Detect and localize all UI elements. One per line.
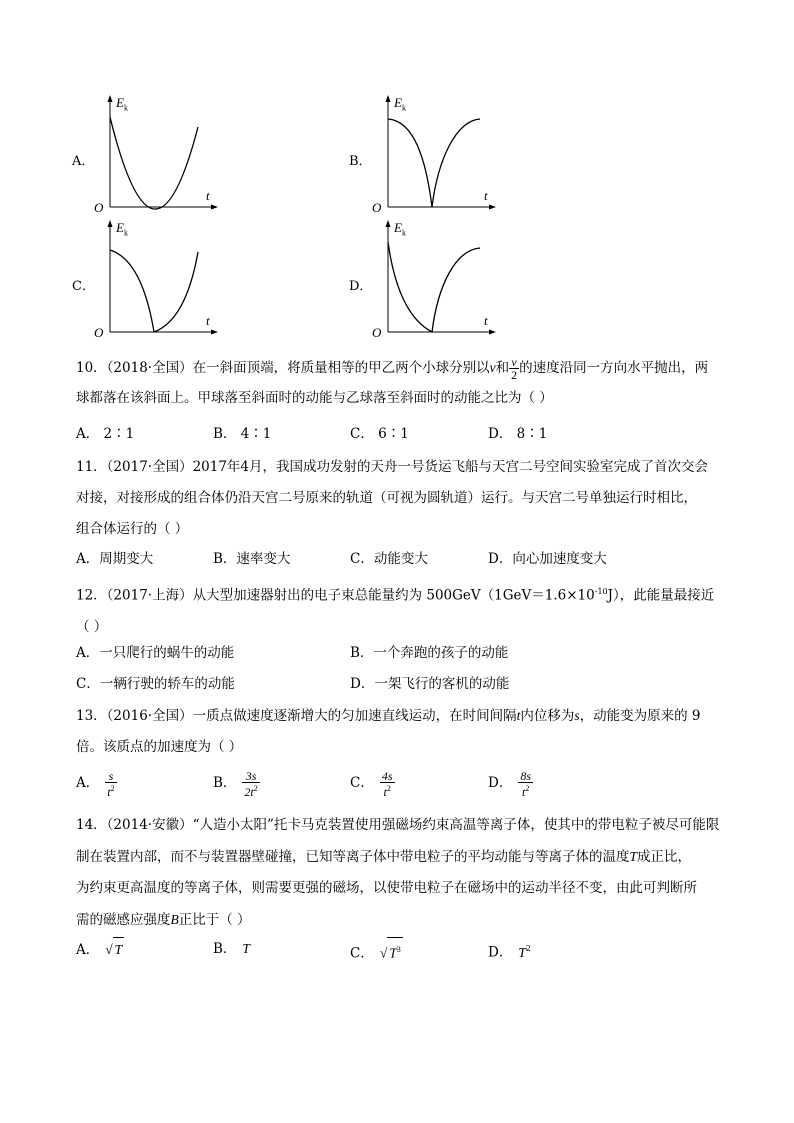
graph-b [372,95,500,220]
graph-c-origin: O [94,325,104,340]
q12-option-d[interactable]: D．一架飞行的客机的动能 [350,676,510,692]
q13-option-b[interactable]: B． $\frac{3s}{2t^2}$ [213,768,258,799]
q13-option-a[interactable]: A． $\frac{s}{t^2}$ [76,768,115,799]
graph-b-xlabel: t [484,188,488,203]
option-a-letter: A． [72,154,95,169]
q11-line1: 11．（2017·全国）2017年4月，我国成功发射的天舟一号货运飞船与天宫二号空间实验室完成了首次交会 [76,459,709,475]
question-14 [76,810,736,936]
q10-line1: 10．（2018·全国）在一斜面顶端，将质量相等的甲乙两个小球分别以v和 $\frac{v}{2}$ 的速度沿同一方向水平抛出，两 [76,355,709,382]
graph-c [94,220,222,345]
q14-line2: 制在装置内部，而不与装置器壁碰撞，已知等离子体中带电粒子的平均动能与等离子体的温度T成正比， [76,849,692,865]
q11-option-a[interactable]: A．周期变大 [76,551,154,567]
q12-option-b[interactable]: B．一个奔跑的孩子的动能 [350,645,509,661]
q10-option-c[interactable]: C． 6∶1 [350,426,409,442]
option-c-letter: C． [72,279,95,294]
option-d-letter: D． [349,279,373,294]
graph-a-xlabel: t [206,188,210,203]
graph-c-curve-right [154,252,198,332]
graph-b-origin: O [372,200,382,215]
q11-option-b[interactable]: B．速率变大 [213,551,291,567]
graph-b-svg [380,95,500,220]
q10-fraction: $\frac{v}{2}$ [511,355,518,382]
sqrt-symbol: √ $T^3$ [380,937,403,966]
graph-d-curve-left [388,242,432,332]
q11-line2: 对接，对接形成的组合体仍沿天宫二号原来的轨道（可视为圆轨道）运行。与天宫二号单独运行时相比， [76,490,697,506]
graph-d-xlabel: t [484,313,488,328]
graph-a-ylabel: $E_k$ [116,95,128,113]
graph-a-curve [110,117,198,209]
graph-d-ylabel: $E_k$ [394,220,406,238]
q12-option-c[interactable]: C．一辆行驶的轿车的动能 [76,676,235,692]
q14-option-b[interactable]: B． T [213,941,250,957]
q14-option-d[interactable]: D． $T^2$ [488,944,531,961]
q14-line1: 14．（2014·安徽）“人造小太阳”托卡马克装置使用强磁场约束高温等离子体，使其中的带电粒子被尽可能限 [76,817,720,833]
q13-option-d[interactable]: D． $\frac{8s}{t^2}$ [488,768,531,799]
question-12 [76,576,736,643]
q14-line3: 为约束更高温度的等离子体，则需要更强的磁场，以使带电粒子在磁场中的运动半径不变，由此可判断所 [76,880,697,896]
q11-line3: 组合体运行的（ ） [76,521,189,537]
q11-option-c[interactable]: C．动能变大 [350,551,428,567]
graph-c-ylabel: $E_k$ [116,220,128,238]
graph-b-curve-left [388,119,432,207]
q10-line2: 球都落在该斜面上。甲球落至斜面时的动能与乙球落至斜面时的动能之比为（ ） [76,390,553,406]
question-10 [76,352,736,414]
q10-option-d[interactable]: D． 8∶1 [488,426,548,442]
graph-c-xlabel: t [206,313,210,328]
q14-line4: 需的磁感应强度B正比于（ ） [76,912,251,928]
graph-d [372,220,500,345]
graph-d-origin: O [372,325,382,340]
q13-line2: 倍。该质点的加速度为（ ） [76,739,243,755]
q12-line1: 12．（2017·上海）从大型加速器射出的电子束总能量约为 $500GeV(1GeV=1.6\times 10^{-10}J)$，此能量最接近 [76,587,715,604]
graph-b-ylabel: $E_k$ [394,95,406,113]
q11-option-d[interactable]: D．向心加速度变大 [488,551,607,567]
graph-c-svg [102,220,222,345]
q12-option-a[interactable]: A．一只爬行的蜗牛的动能 [76,645,235,661]
graph-d-curve-right [432,248,480,332]
q14-option-c[interactable]: C． √ $T^3$ [350,937,403,966]
q10-option-a[interactable]: A． 2∶1 [76,426,135,442]
sqrt-symbol: √ T [105,937,124,962]
option-b-letter: B． [349,154,372,169]
graph-a [94,95,222,220]
q13-line1: 13．（2016·全国）一质点做速度逐渐增大的匀加速直线运动，在时间间隔t内位移为s，动能变为原来的 9 [76,708,701,724]
graph-b-curve-right [432,119,480,207]
graph-d-svg [380,220,500,345]
graph-a-origin: O [94,200,104,215]
graph-c-curve-left [110,250,154,332]
q12-line2: （ ） [76,618,108,635]
q14-option-a[interactable]: A． √ T [76,937,124,962]
question-11 [76,452,736,545]
graph-a-svg [102,95,222,220]
q10-option-b[interactable]: B． 4∶1 [213,426,272,442]
question-13 [76,700,736,763]
q13-option-c[interactable]: C． $\frac{4s}{t^2}$ [350,768,393,799]
